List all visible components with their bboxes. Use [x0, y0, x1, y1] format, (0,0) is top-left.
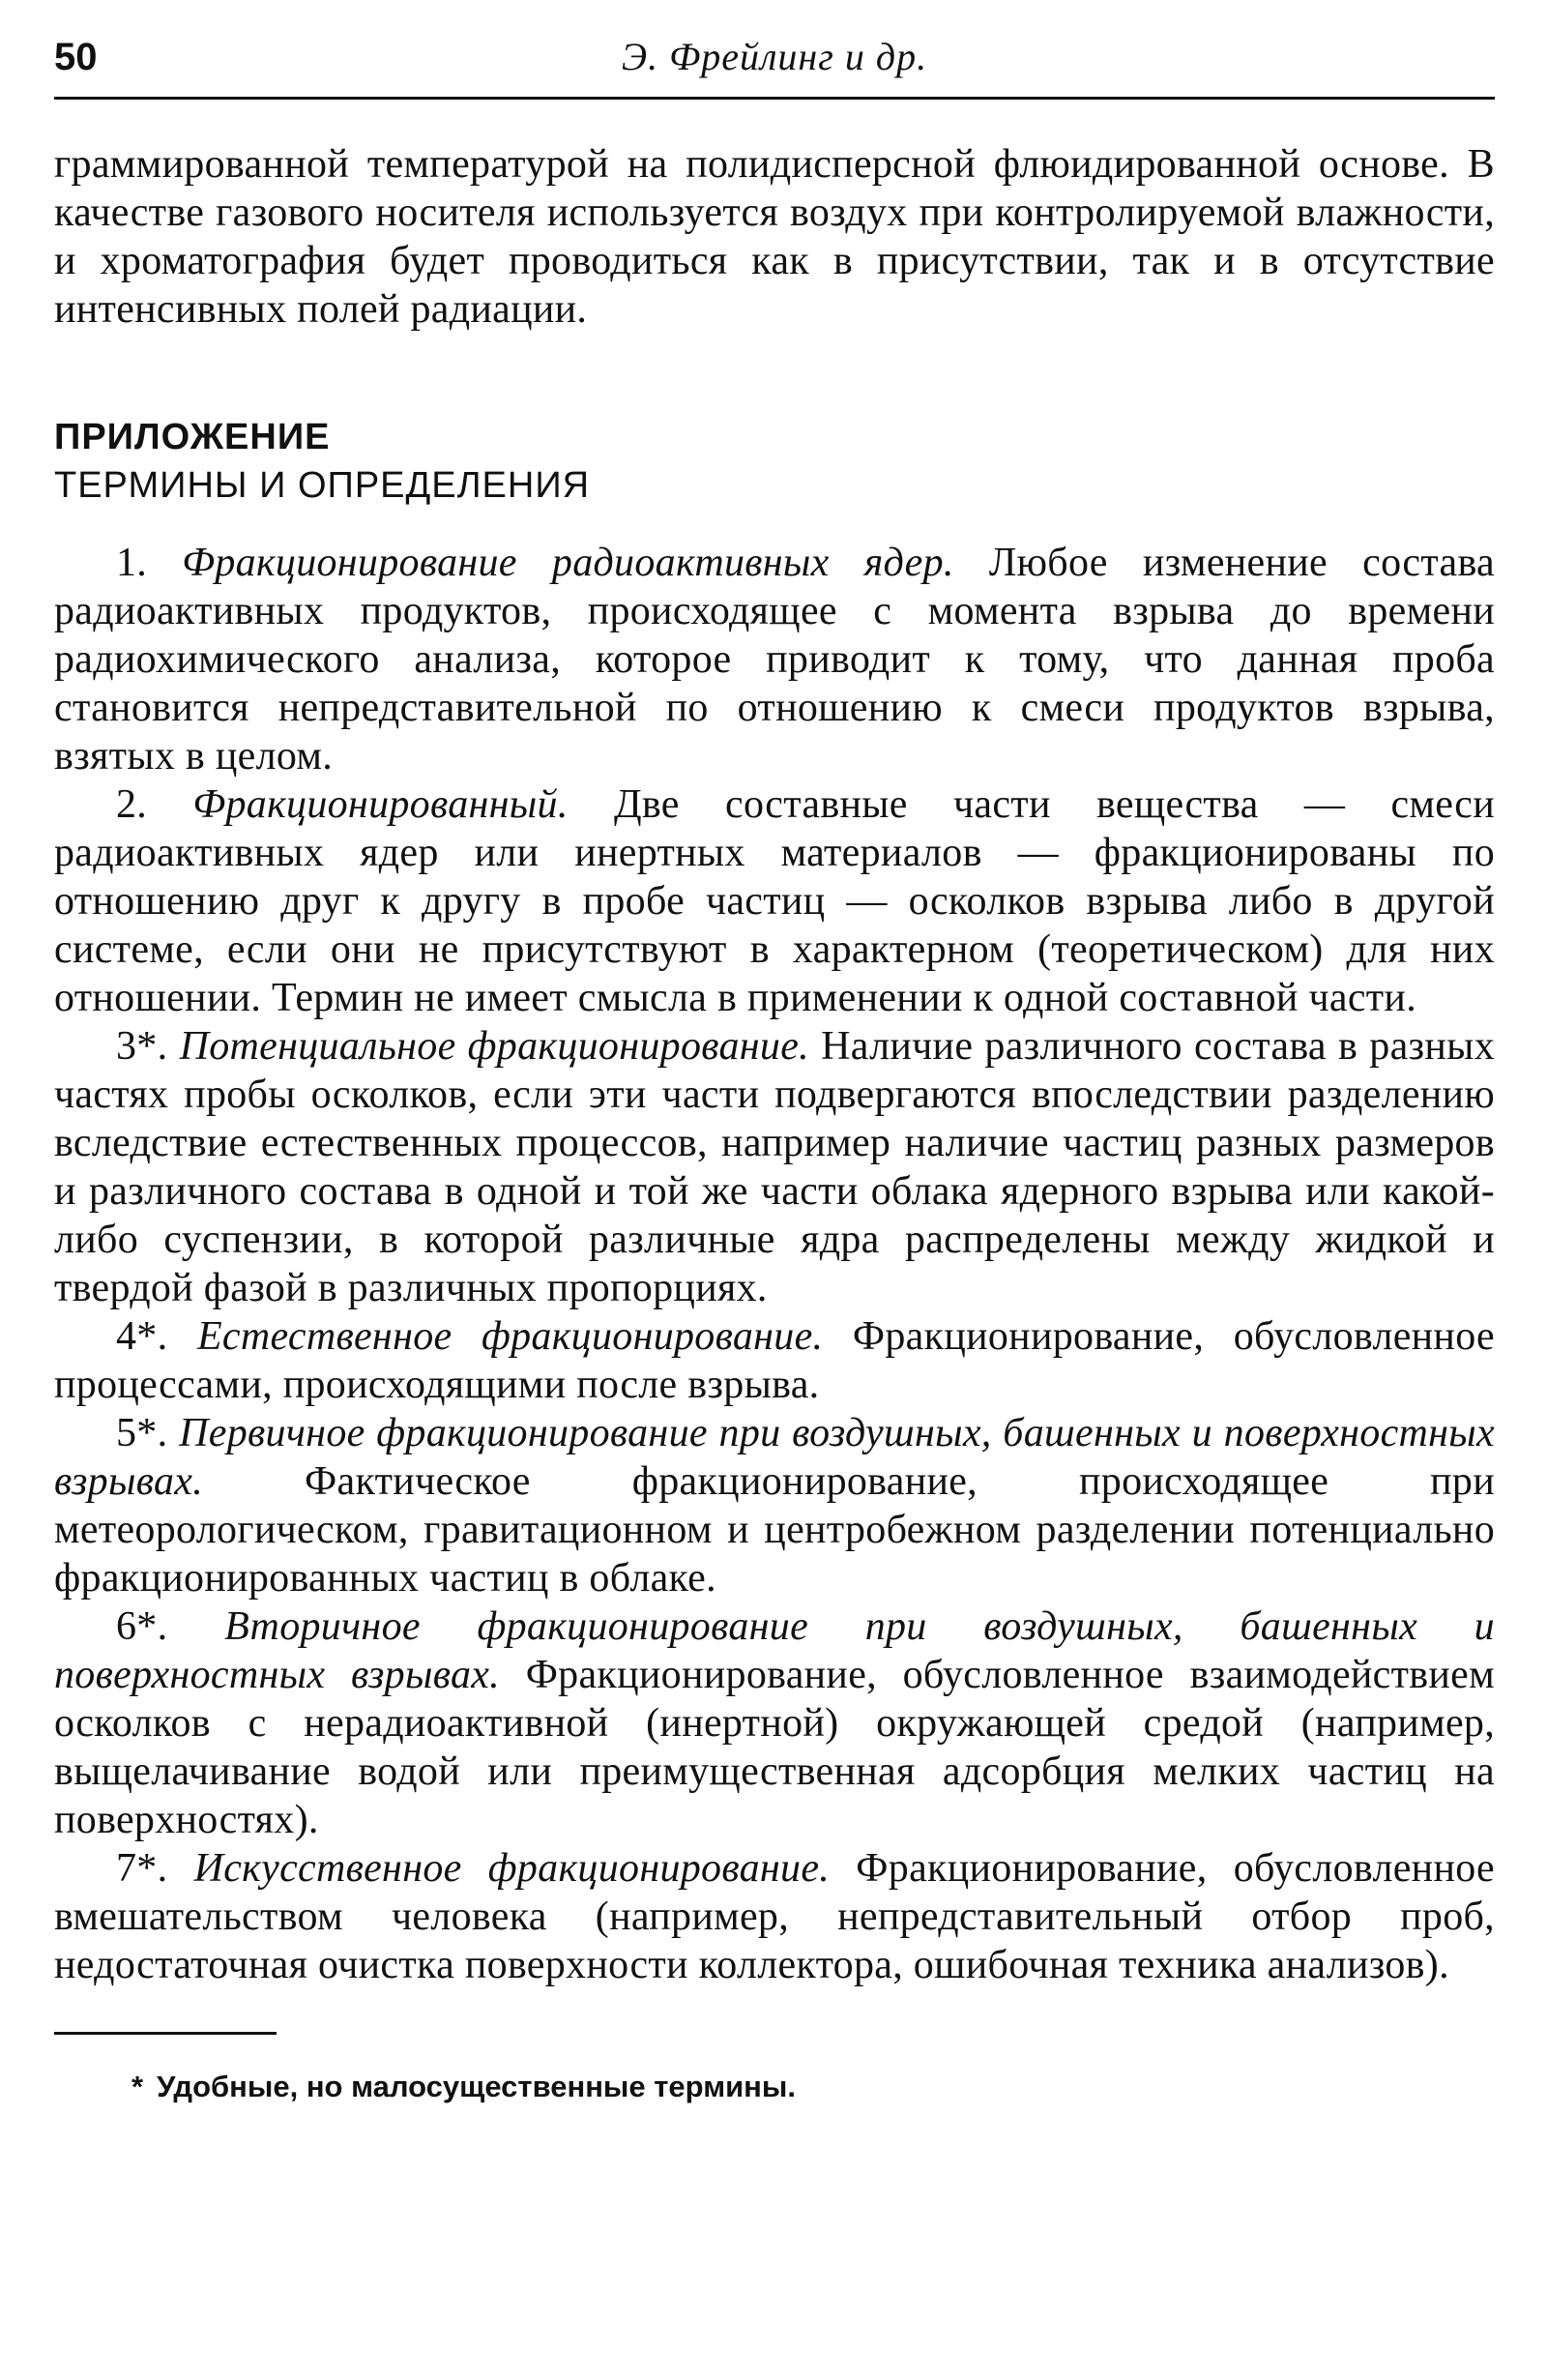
term-item [54, 1602, 1495, 1844]
term-number: 7*. [116, 1846, 168, 1891]
footnote-mark: * [131, 2070, 144, 2103]
section-title: ТЕРМИНЫ И ОПРЕДЕЛЕНИЯ [54, 465, 591, 506]
running-title: Э. Фрейлинг и др. [621, 35, 928, 78]
header-rule [54, 97, 1495, 100]
term-item [54, 780, 1495, 1022]
term-definition: Любое изменение состава радиоактивных продуктов, происходящее с момента взрыва до времени радиохимического анализа, которое приводит к тому, что данная проба становится непредставительной по отношению к смеси продуктов взрыва, взятых в целом. [54, 541, 1495, 779]
term-definition: Фактическое фракционирование, происходящее при метеорологическом, гравитационном и центробежном разделении потенциально фракционированных частиц в облаке. [54, 1459, 1495, 1601]
appendix-title: ПРИЛОЖЕНИЕ [54, 417, 331, 457]
term-item [54, 539, 1495, 780]
term-name: Искусственное фракционирование. [193, 1846, 831, 1891]
term-definition: Фракционирование, обусловленное вмешательством человека (например, непредставительный отбор проб, недостаточная очистка поверхности коллектора, ошибочная техника анализов). [54, 1846, 1495, 1987]
term-item [54, 1312, 1495, 1409]
body-text [54, 140, 1495, 1989]
running-head [54, 29, 1495, 85]
footnote-rule [54, 2032, 277, 2035]
term-definition: Фракционирование, обусловленное взаимодействием осколков с нерадиоактивной (инертной) окружающей средой (например, выщелачивание водой или преимущественная адсорбция мелких частиц на поверхностях). [54, 1653, 1495, 1842]
term-definition: Две составные части вещества — смеси радиоактивных ядер или инертных материалов — фракционированы по отношению друг к другу в пробе частиц — осколков взрыва либо в другой системе, если они не присутствуют в характерном (теоретическом) для них отношении. Термин не имеет смысла в применении к одной составной части. [54, 782, 1495, 1020]
term-name: Потенциальное фракционирование. [179, 1024, 809, 1069]
footnote [54, 2068, 1495, 2106]
term-number: 4*. [116, 1314, 168, 1359]
term-name: Фракционированный. [192, 782, 569, 827]
term-name: Первичное фракционирование при воздушных, башенных и поверхностных взрывах. [54, 1411, 1495, 1504]
term-number: 2. [116, 782, 148, 827]
term-name: Естественное фракционирование. [196, 1314, 824, 1359]
term-item [54, 1409, 1495, 1602]
term-number: 6*. [116, 1604, 168, 1649]
intro-paragraph: граммированной температурой на полидисперсной флюидированной основе. В качестве газового носителя используется воздух при контролируемой влажности, и хроматография будет проводиться как в присутствии, так и в отсутствие интенсивных полей радиации. [54, 142, 1495, 332]
term-number: 3*. [116, 1024, 168, 1069]
term-definition: Наличие различного состава в разных частях пробы осколков, если эти части подвергаются впоследствии разделению вследствие естественных процессов, например наличие частиц разных размеров и различного состава в одной и той же части облака ядерного взрыва или какой-либо суспензии, в которой различные ядра распределены между жидкой и твердой фазой в различных пропорциях. [54, 1024, 1495, 1310]
term-item [54, 1022, 1495, 1312]
term-definition: Фракционирование, обусловленное процессами, происходящими после взрыва. [54, 1314, 1495, 1407]
page [54, 29, 1495, 2106]
page-number: 50 [54, 36, 98, 78]
term-number: 5*. [116, 1411, 168, 1455]
term-item [54, 1844, 1495, 1989]
footnote-text: Удобные, но малосущественные термины. [157, 2070, 796, 2103]
term-name: Фракционирование радиоактивных ядер. [182, 541, 954, 585]
term-number: 1. [116, 541, 148, 585]
term-name: Вторичное фракционирование при воздушных, башенных и поверхностных взрывах. [54, 1604, 1495, 1697]
